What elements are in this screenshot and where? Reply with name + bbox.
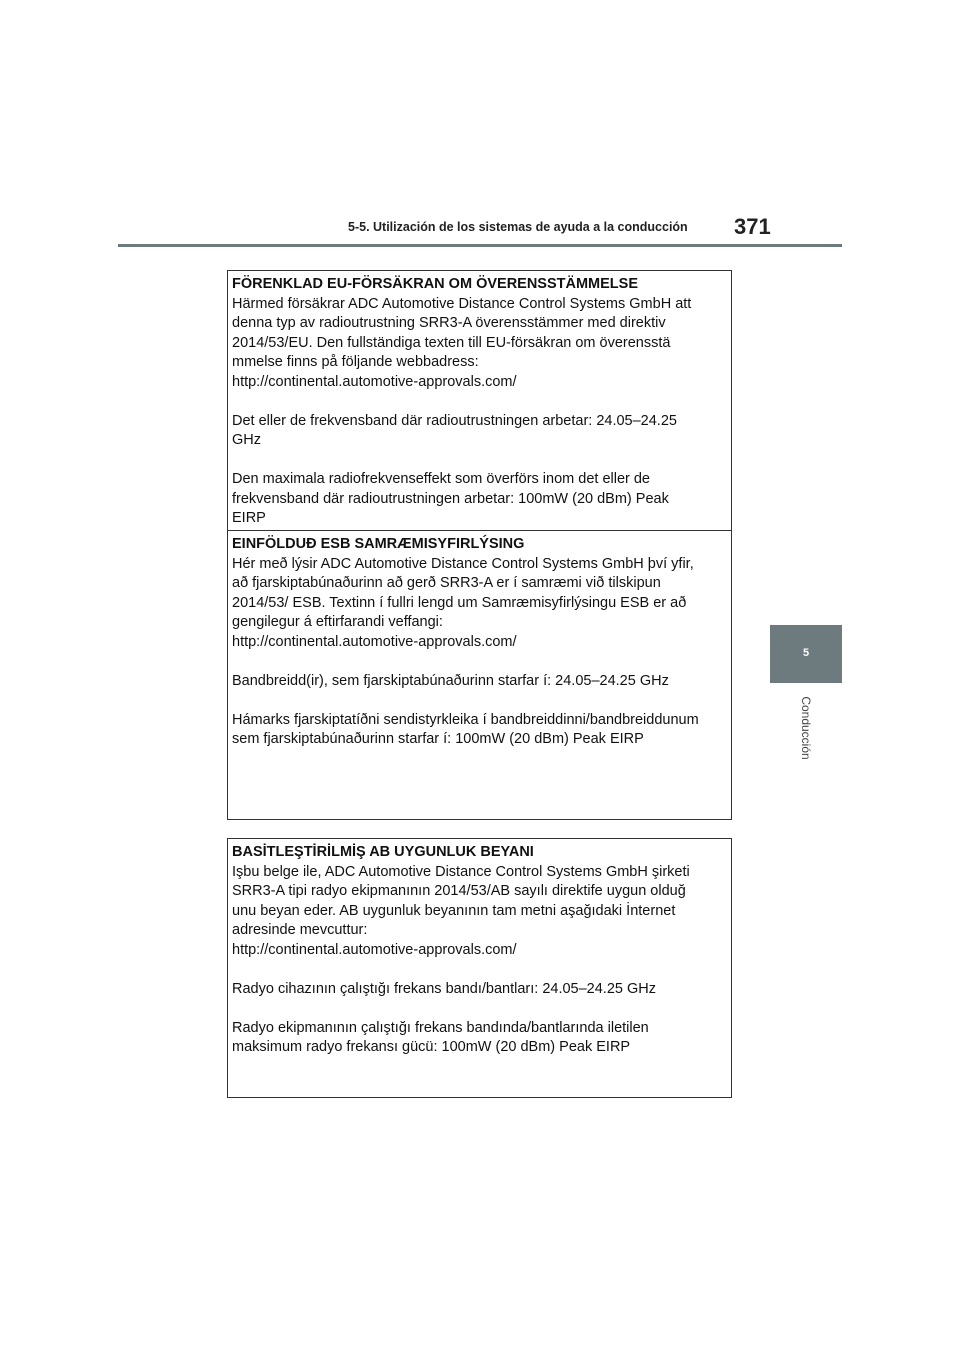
text-line: Det eller de frekvensband där radioutrustningen arbetar: 24.05–24.25 (232, 412, 677, 429)
chapter-number: 5 (802, 647, 810, 659)
declaration-icelandic (228, 531, 731, 750)
text-line: denna typ av radioutrustning SRR3-A överensstämmer med direktiv (232, 315, 666, 331)
text-line: 2014/53/ ESB. Textinn í fullri lengd um Samræmisyfirlýsingu ESB er að (232, 594, 687, 611)
declaration-url: http://continental.automotive-approvals.com/ (232, 633, 517, 650)
frequency-band (232, 412, 728, 451)
max-power (232, 711, 728, 750)
declaration-heading: EINFÖLDUÐ ESB SAMRÆMISYFIRLÝSING (232, 536, 525, 552)
max-power (232, 470, 728, 529)
declaration-heading: FÖRENKLAD EU-FÖRSÄKRAN OM ÖVERENSSTÄMMELSE (232, 276, 639, 292)
text-line: GHz (232, 432, 261, 448)
text-line: adresinde mevcuttur: (232, 922, 368, 938)
text-line: Härmed försäkrar ADC Automotive Distance Control Systems GmbH att (232, 295, 692, 312)
header-rule (118, 244, 842, 247)
text-line: gengilegur á eftirfarandi veffangi: (232, 614, 443, 630)
frequency-band (232, 672, 728, 692)
declaration-box-bottom (227, 838, 732, 1098)
text-line: unu beyan eder. AB uygunluk beyanının tam metni aşağıdaki İnternet (232, 902, 676, 919)
text-line: að fjarskiptabúnaðurinn að gerð SRR3-A er í samræmi við tilskipun (232, 575, 661, 591)
page-number: 371 (734, 214, 771, 239)
text-line: SRR3-A tipi radyo ekipmanının 2014/53/AB sayılı direktife uygun olduğ (232, 883, 686, 899)
text-line: Radyo cihazının çalıştığı frekans bandı/bantları: 24.05–24.25 GHz (232, 980, 656, 997)
chapter-tab (770, 625, 842, 683)
declaration-url: http://continental.automotive-approvals.com/ (232, 373, 517, 390)
text-line: Işbu belge ile, ADC Automotive Distance Control Systems GmbH şirketi (232, 863, 690, 880)
text-line: Radyo ekipmanının çalıştığı frekans bandında/bantlarında iletilen (232, 1019, 649, 1036)
text-line: EIRP (232, 510, 266, 526)
declaration-statement (232, 863, 728, 961)
text-line: Hámarks fjarskiptatíðni sendistyrkleika í bandbreiddinni/bandbreiddunum (232, 711, 699, 728)
chapter-label: Conducción (799, 696, 813, 760)
text-line: Bandbreidd(ir), sem fjarskiptabúnaðurinn starfar í: 24.05–24.25 GHz (232, 672, 669, 689)
text-line: Den maximala radiofrekvenseffekt som överförs inom det eller de (232, 471, 651, 487)
declaration-statement (232, 555, 728, 653)
declaration-heading: BASİTLEŞTİRİLMİŞ AB UYGUNLUK BEYANI (232, 844, 534, 860)
text-line: maksimum radyo frekansı gücü: 100mW (20 dBm) Peak EIRP (232, 1039, 631, 1055)
declaration-swedish (228, 271, 731, 531)
declaration-url: http://continental.automotive-approvals.com/ (232, 941, 517, 958)
text-line: sem fjarskiptabúnaðurinn starfar í: 100mW (20 dBm) Peak EIRP (232, 731, 644, 747)
frequency-band (232, 980, 728, 1000)
text-line: Hér með lýsir ADC Automotive Distance Control Systems GmbH því yfir, (232, 555, 694, 572)
text-line: frekvensband där radioutrustningen arbetar: 100mW (20 dBm) Peak (232, 490, 669, 507)
text-line: 2014/53/EU. Den fullständiga texten till EU-försäkran om överensstä (232, 334, 671, 351)
max-power (232, 1019, 728, 1058)
text-line: mmelse finns på följande webbadress: (232, 354, 479, 370)
declaration-statement (232, 295, 728, 393)
declaration-turkish (228, 839, 731, 1058)
declaration-box-top (227, 270, 732, 820)
section-title: 5-5. Utilización de los sistemas de ayuda a la conducción (348, 220, 688, 234)
